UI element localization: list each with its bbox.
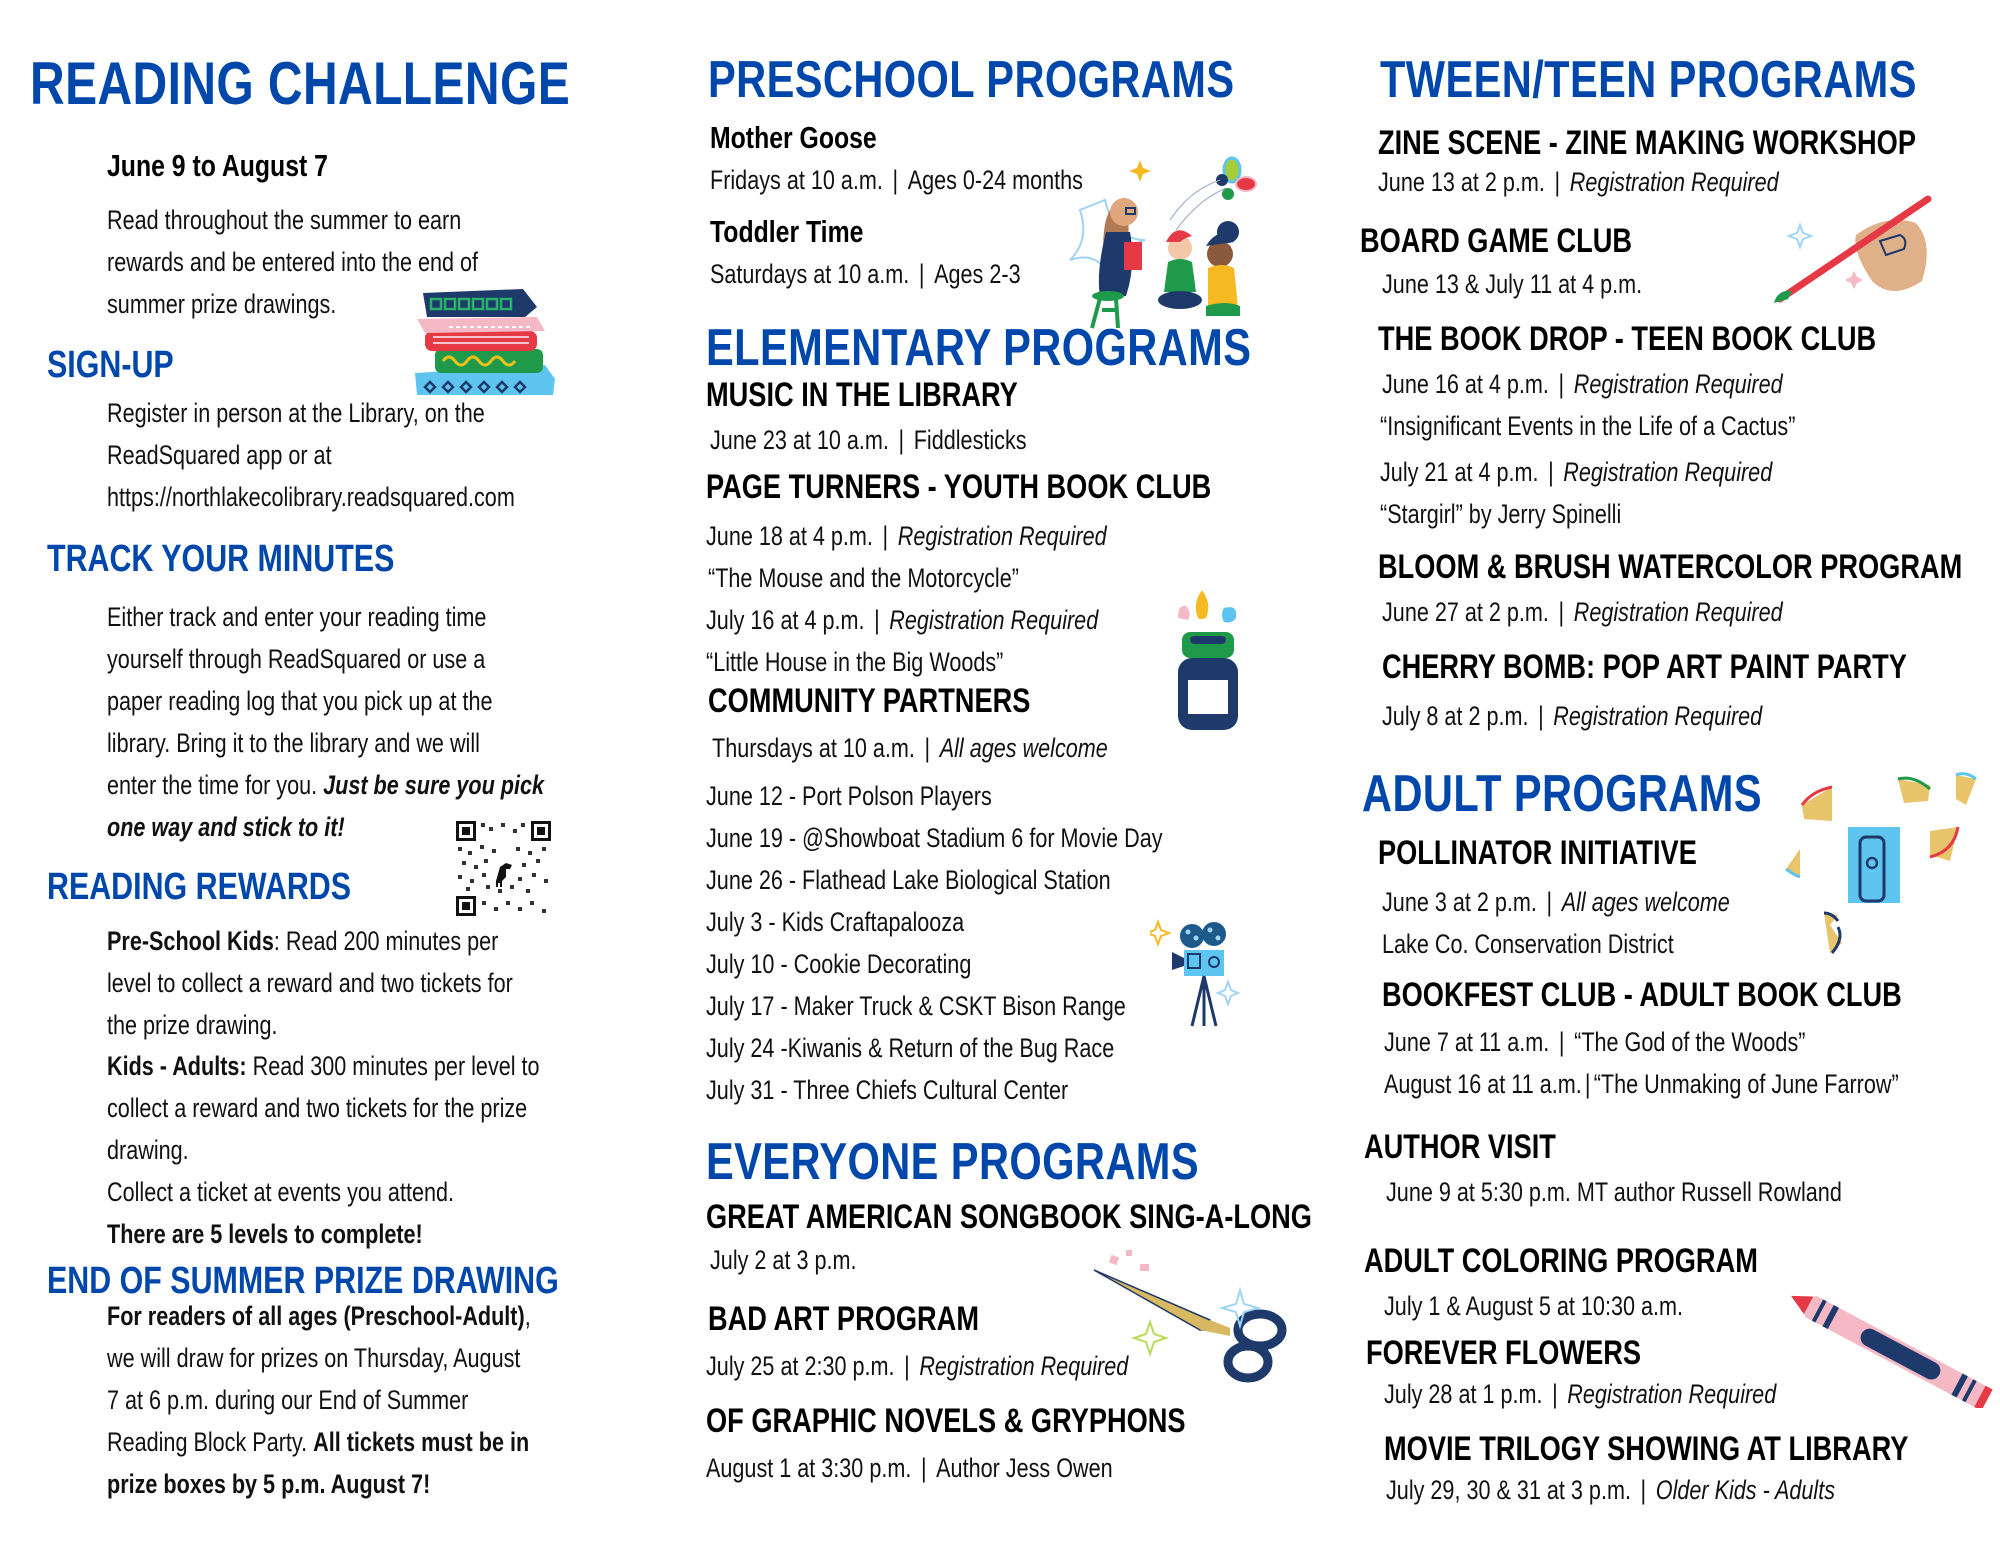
track-line — [107, 769, 544, 801]
track-line: Either track and enter your reading time — [107, 602, 487, 632]
prize-drawing-heading: END OF SUMMER PRIZE DRAWING — [47, 1260, 559, 1302]
program-when: June 23 at 10 a.m. — [710, 425, 889, 455]
registration-note: Registration Required — [1553, 701, 1763, 731]
book-title: “Little House in the Big Woods” — [706, 647, 1004, 677]
partner-event: June 26 - Flathead Lake Biological Station — [706, 865, 1111, 895]
partner-event: July 10 - Cookie Decorating — [706, 949, 972, 979]
rewards-text: Read 300 minutes per level to — [246, 1051, 540, 1081]
separator: | — [1538, 701, 1544, 731]
program-when: June 3 at 2 p.m. — [1382, 887, 1537, 917]
prize-line — [107, 1426, 529, 1458]
separator: | — [1558, 369, 1565, 399]
separator: | — [904, 1351, 910, 1381]
tween-teen-heading: TWEEN/TEEN PROGRAMS — [1380, 51, 1917, 109]
prize-line — [107, 1300, 531, 1332]
prize-line: we will draw for prizes on Thursday, August — [107, 1343, 521, 1373]
program-details — [1382, 886, 1730, 918]
program-title: FOREVER FLOWERS — [1366, 1334, 1642, 1372]
partner-event: July 3 - Kids Craftapalooza — [706, 907, 965, 937]
storytime-illustration — [1060, 150, 1260, 330]
program-details — [1382, 368, 1783, 400]
program-detail: All ages welcome — [1561, 887, 1730, 917]
elementary-heading: ELEMENTARY PROGRAMS — [706, 319, 1252, 377]
program-when: June 7 at 11 a.m. — [1384, 1027, 1550, 1057]
registration-note: Registration Required — [1573, 597, 1783, 627]
crayon-icon — [1778, 1288, 2000, 1408]
book-stack-icon — [405, 287, 560, 397]
program-when: July 28 at 1 p.m. — [1384, 1379, 1543, 1409]
program-title: BOARD GAME CLUB — [1360, 222, 1632, 260]
registration-note: Registration Required — [919, 1351, 1129, 1381]
program-when: July 1 & August 5 at 10:30 a.m. — [1384, 1291, 1683, 1321]
program-detail: Author Jess Owen — [936, 1453, 1113, 1483]
book-title: “Insignificant Events in the Life of a Cactus” — [1380, 411, 1796, 441]
program-title: AUTHOR VISIT — [1364, 1128, 1556, 1166]
qr-code-icon[interactable] — [456, 821, 551, 916]
signup-heading: SIGN-UP — [47, 344, 174, 386]
program-when: Thursdays at 10 a.m. — [712, 733, 915, 763]
registration-note: Registration Required — [1563, 457, 1773, 487]
track-line: yourself through ReadSquared or use a — [107, 644, 486, 674]
signup-line: Register in person at the Library, on the — [107, 398, 485, 428]
program-details — [706, 604, 1098, 636]
registration-note: Registration Required — [1569, 167, 1779, 197]
intro-line: summer prize drawings. — [107, 289, 337, 319]
prize-line: 7 at 6 p.m. during our End of Summer — [107, 1385, 469, 1415]
program-title: PAGE TURNERS - YOUTH BOOK CLUB — [706, 468, 1212, 506]
program-details — [706, 1350, 1128, 1382]
program-when: June 27 at 2 p.m. — [1382, 597, 1549, 627]
program-title: CHERRY BOMB: POP ART PAINT PARTY — [1382, 648, 1907, 686]
paintbrush-hand-icon — [1770, 195, 1940, 305]
program-details — [706, 1452, 1113, 1484]
program-when: August 16 at 11 a.m. — [1384, 1069, 1582, 1099]
program-detail: Ages 2-3 — [934, 259, 1021, 289]
program-title: OF GRAPHIC NOVELS & GRYPHONS — [706, 1402, 1186, 1440]
rewards-line — [107, 925, 498, 957]
separator: | — [1584, 1069, 1591, 1099]
program-when: Saturdays at 10 a.m. — [710, 259, 910, 289]
separator: | — [1558, 1027, 1565, 1057]
everyone-heading: EVERYONE PROGRAMS — [706, 1133, 1199, 1191]
prize-line-bold: All tickets must be in — [313, 1427, 530, 1457]
signup-line: ReadSquared app or at — [107, 440, 332, 470]
program-when: June 13 at 2 p.m. — [1378, 167, 1545, 197]
rewards-line: drawing. — [107, 1135, 189, 1165]
partner-event: June 19 - @Showboat Stadium 6 for Movie Day — [706, 823, 1163, 853]
film-camera-icon — [1150, 918, 1240, 1028]
partner-event: July 24 -Kiwanis & Return of the Bug Race — [706, 1033, 1115, 1063]
separator: | — [874, 605, 880, 635]
scissors-icon — [1090, 1250, 1300, 1385]
program-details — [1380, 456, 1772, 488]
track-emphasis: one way and stick to it! — [107, 812, 345, 842]
program-details — [710, 164, 1083, 196]
prize-line-bold: For readers of all ages (Preschool-Adult) — [107, 1301, 525, 1331]
rewards-line: collect a reward and two tickets for the prize — [107, 1093, 528, 1123]
program-details — [710, 424, 1027, 456]
levels-note: There are 5 levels to complete! — [107, 1219, 423, 1249]
preschool-heading: PRESCHOOL PROGRAMS — [708, 51, 1235, 109]
program-details — [706, 520, 1107, 552]
challenge-dates: June 9 to August 7 — [107, 148, 328, 183]
partner-event: June 12 - Port Polson Players — [706, 781, 992, 811]
track-line-plain: enter the time for you. — [107, 770, 324, 800]
registration-note: Registration Required — [897, 521, 1107, 551]
rewards-line: level to collect a reward and two tickets for — [107, 968, 513, 998]
program-title: BOOKFEST CLUB - ADULT BOOK CLUB — [1382, 976, 1902, 1014]
program-when: July 8 at 2 p.m. — [1382, 701, 1529, 731]
program-when: June 13 & July 11 at 4 p.m. — [1382, 269, 1643, 299]
separator: | — [882, 521, 889, 551]
program-details — [1384, 1378, 1776, 1410]
program-title: ADULT COLORING PROGRAM — [1364, 1242, 1758, 1280]
intro-line: rewards and be entered into the end of — [107, 247, 479, 277]
registration-note: Registration Required — [1567, 1379, 1777, 1409]
separator: | — [924, 733, 931, 763]
kids-adults-label: Kids - Adults: — [107, 1051, 247, 1081]
track-minutes-heading: TRACK YOUR MINUTES — [47, 538, 395, 580]
separator: | — [1552, 1379, 1558, 1409]
program-title: Mother Goose — [710, 120, 877, 155]
readsquared-link[interactable]: https://northlakecolibrary.readsquared.com — [107, 482, 515, 512]
program-when: July 2 at 3 p.m. — [710, 1245, 857, 1275]
program-title: ZINE SCENE - ZINE MAKING WORKSHOP — [1378, 124, 1916, 162]
rewards-line: Collect a ticket at events you attend. — [107, 1177, 454, 1207]
program-when: June 9 at 5:30 p.m. MT author Russell Rowland — [1386, 1177, 1842, 1207]
track-line: library. Bring it to the library and we will — [107, 728, 480, 758]
separator: | — [898, 425, 905, 455]
track-line: paper reading log that you pick up at the — [107, 686, 493, 716]
program-details — [710, 258, 1021, 290]
reading-rewards-heading: READING REWARDS — [47, 866, 352, 908]
program-title: MOVIE TRILOGY SHOWING AT LIBRARY — [1384, 1430, 1909, 1468]
program-detail: All ages welcome — [939, 733, 1108, 763]
program-title: BAD ART PROGRAM — [708, 1300, 979, 1338]
intro-line: Read throughout the summer to earn — [107, 205, 462, 235]
prize-line-plain: , — [524, 1301, 531, 1331]
program-details — [1384, 1068, 1899, 1100]
separator: | — [1558, 597, 1565, 627]
rewards-text: : Read 200 minutes per — [273, 926, 499, 956]
registration-note: Registration Required — [1573, 369, 1783, 399]
book-title: “The Unmaking of June Farrow” — [1593, 1069, 1899, 1099]
prize-line-bold: prize boxes by 5 p.m. August 7! — [107, 1469, 431, 1499]
program-details — [712, 732, 1108, 764]
separator: | — [1548, 457, 1554, 487]
program-details — [1382, 596, 1783, 628]
program-when: June 16 at 4 p.m. — [1382, 369, 1549, 399]
book-title: “Stargirl” by Jerry Spinelli — [1380, 499, 1622, 529]
book-title: “The Mouse and the Motorcycle” — [708, 563, 1019, 593]
adult-heading: ADULT PROGRAMS — [1362, 765, 1763, 823]
reading-challenge-title: READING CHALLENGE — [30, 50, 571, 117]
prize-line-plain: Reading Block Party. — [107, 1427, 314, 1457]
rewards-line: the prize drawing. — [107, 1010, 278, 1040]
partner-event: July 17 - Maker Truck & CSKT Bison Range — [706, 991, 1126, 1021]
separator: | — [1554, 167, 1561, 197]
program-partner: Lake Co. Conservation District — [1382, 929, 1674, 959]
track-emphasis: Just be sure you pick — [323, 770, 544, 800]
program-details — [1384, 1026, 1805, 1058]
rewards-line — [107, 1050, 540, 1082]
pencil-sharpener-icon — [1780, 765, 2000, 960]
ink-bottle-icon — [1168, 588, 1248, 738]
program-title: MUSIC IN THE LIBRARY — [706, 376, 1018, 414]
program-when: July 25 at 2:30 p.m. — [706, 1351, 895, 1381]
program-when: July 21 at 4 p.m. — [1380, 457, 1539, 487]
program-when: June 18 at 4 p.m. — [706, 521, 873, 551]
separator: | — [1640, 1475, 1647, 1505]
program-when: July 29, 30 & 31 at 3 p.m. — [1386, 1475, 1631, 1505]
registration-note: Registration Required — [889, 605, 1099, 635]
program-title: THE BOOK DROP - TEEN BOOK CLUB — [1378, 320, 1877, 358]
program-title: COMMUNITY PARTNERS — [708, 682, 1031, 720]
preschool-kids-label: Pre-School Kids — [107, 926, 274, 956]
program-details — [1386, 1474, 1835, 1506]
program-detail: Ages 0-24 months — [907, 165, 1083, 195]
program-details — [1378, 166, 1779, 198]
program-title: POLLINATOR INITIATIVE — [1378, 834, 1697, 872]
program-when: August 1 at 3:30 p.m. — [706, 1453, 912, 1483]
partner-event: July 31 - Three Chiefs Cultural Center — [706, 1075, 1069, 1105]
program-detail: Older Kids - Adults — [1655, 1475, 1836, 1505]
program-details — [1382, 700, 1762, 732]
program-when: July 16 at 4 p.m. — [706, 605, 865, 635]
program-title: BLOOM & BRUSH WATERCOLOR PROGRAM — [1378, 548, 1963, 586]
program-title: Toddler Time — [710, 214, 864, 249]
separator: | — [918, 259, 925, 289]
separator: | — [1546, 887, 1553, 917]
separator: | — [892, 165, 899, 195]
program-when: Fridays at 10 a.m. — [710, 165, 883, 195]
separator: | — [920, 1453, 927, 1483]
program-detail: Fiddlesticks — [913, 425, 1027, 455]
program-title: GREAT AMERICAN SONGBOOK SING-A-LONG — [706, 1198, 1312, 1236]
book-title: “The God of the Woods” — [1574, 1027, 1806, 1057]
